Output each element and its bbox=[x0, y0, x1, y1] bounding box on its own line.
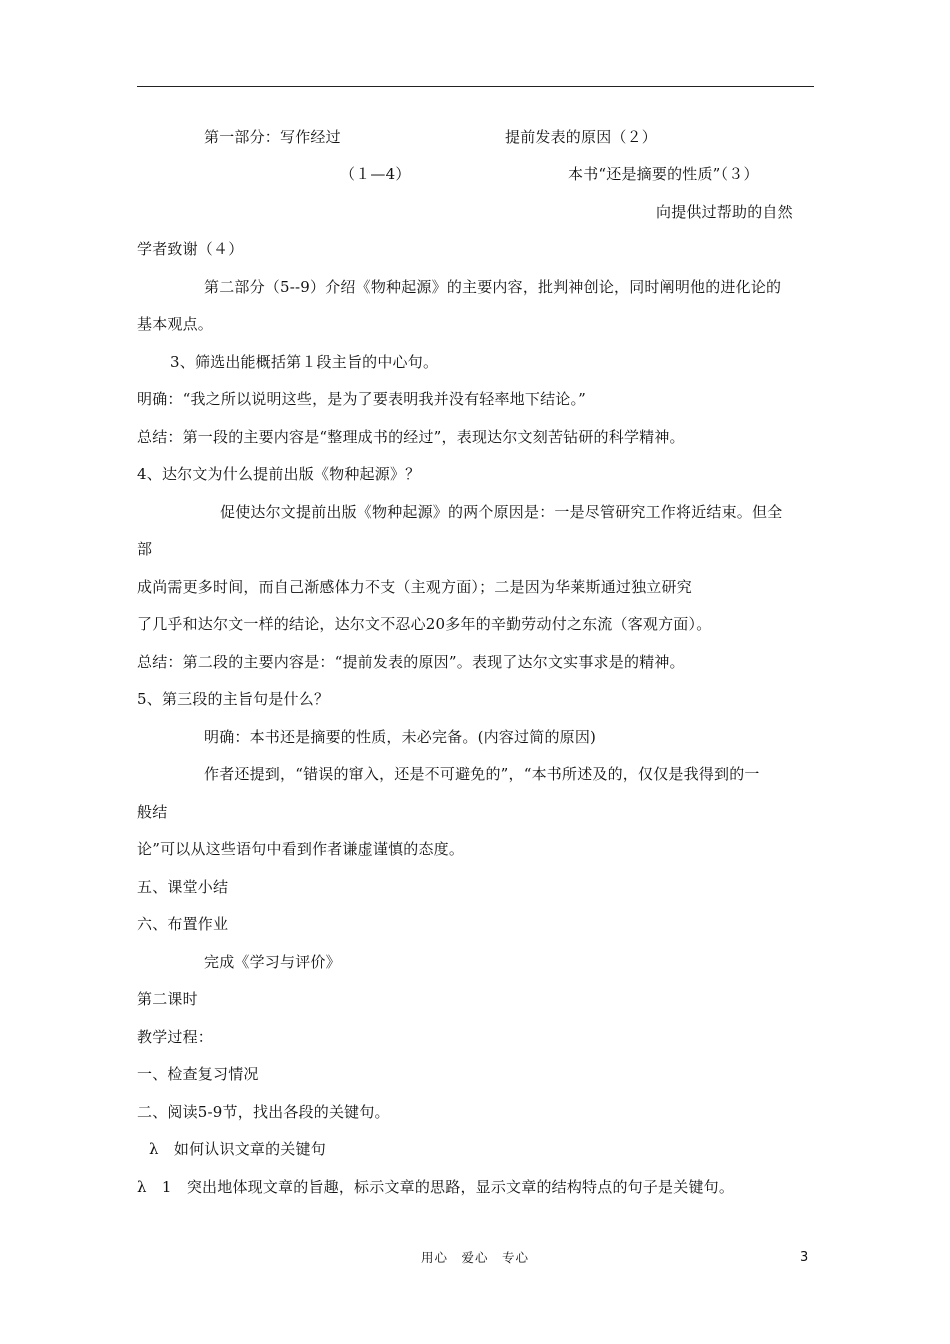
answer-5: 明确：本书还是摘要的性质，未必完备。(内容过简的原因) bbox=[204, 728, 597, 746]
outline-part-one: 第一部分：写作经过 bbox=[204, 128, 341, 146]
homework-task: 完成《学习与评价》 bbox=[204, 953, 341, 971]
outline-reason-3: 本书“还是摘要的性质”（３） bbox=[568, 165, 759, 183]
footer-motto: 用心 爱心 专心 bbox=[420, 1250, 529, 1265]
bullet-key-sentence: λ 如何认识文章的关键句 bbox=[149, 1140, 326, 1158]
outline-part-two: 第二部分（5--9）介绍《物种起源》的主要内容，批判神创论，同时阐明他的进化论的 bbox=[204, 278, 782, 296]
section-homework: 六、布置作业 bbox=[137, 915, 229, 933]
answer-5-quote-line-3: 论”可以从这些语句中看到作者谦虚谨慎的态度。 bbox=[137, 840, 465, 858]
summary-paragraph-2: 总结：第二段的主要内容是：“提前发表的原因”。表现了达尔文实事求是的精神。 bbox=[137, 653, 685, 671]
bullet-key-sentence-definition: λ 1 突出地体现文章的旨趣，标示文章的思路，显示文章的结构特点的句子是关键句。 bbox=[137, 1178, 735, 1196]
step-read: 二、阅读5-9节，找出各段的关键句。 bbox=[137, 1103, 390, 1121]
answer-4-line-1: 促使达尔文提前出版《物种起源》的两个原因是：一是尽管研究工作将近结束。但全 bbox=[220, 503, 783, 521]
answer-4-line-4: 了几乎和达尔文一样的结论，达尔文不忍心20多年的辛勤劳动付之东流（客观方面）。 bbox=[137, 615, 712, 633]
question-4: 4、达尔文为什么提前出版《物种起源》？ bbox=[137, 465, 421, 483]
answer-5-quote-line-1: 作者还提到，“错误的窜入，还是不可避免的”，“本书所述及的，仅仅是我得到的一 bbox=[204, 765, 760, 783]
outline-reason-2: 提前发表的原因（２） bbox=[505, 128, 658, 146]
summary-paragraph-1: 总结：第一段的主要内容是“整理成书的经过”，表现达尔文刻苦钻研的科学精神。 bbox=[137, 428, 685, 446]
step-review: 一、检查复习情况 bbox=[137, 1065, 259, 1083]
outline-range-1-4: （１—4） bbox=[340, 165, 411, 183]
outline-reason-4-end: 学者致谢（４） bbox=[137, 240, 244, 258]
question-5: 5、第三段的主旨句是什么？ bbox=[137, 690, 330, 708]
answer-5-quote-line-2: 般结 bbox=[137, 803, 168, 821]
page-number: 3 bbox=[800, 1250, 809, 1265]
section-class-summary: 五、课堂小结 bbox=[137, 878, 229, 896]
lesson-two-heading: 第二课时 bbox=[137, 990, 198, 1008]
teaching-process-heading: 教学过程： bbox=[137, 1028, 214, 1046]
answer-4-line-2: 部 bbox=[137, 540, 153, 558]
answer-4-line-3: 成尚需更多时间，而自己渐感体力不支（主观方面）；二是因为华莱斯通过独立研究 bbox=[137, 578, 692, 596]
outline-reason-4-start: 向提供过帮助的自然 bbox=[656, 203, 793, 221]
question-3: 3、筛选出能概括第１段主旨的中心句。 bbox=[170, 353, 439, 371]
header-rule bbox=[137, 86, 814, 87]
answer-3: 明确：“我之所以说明这些，是为了要表明我并没有轻率地下结论。” bbox=[137, 390, 587, 408]
outline-part-two-cont: 基本观点。 bbox=[137, 315, 214, 333]
